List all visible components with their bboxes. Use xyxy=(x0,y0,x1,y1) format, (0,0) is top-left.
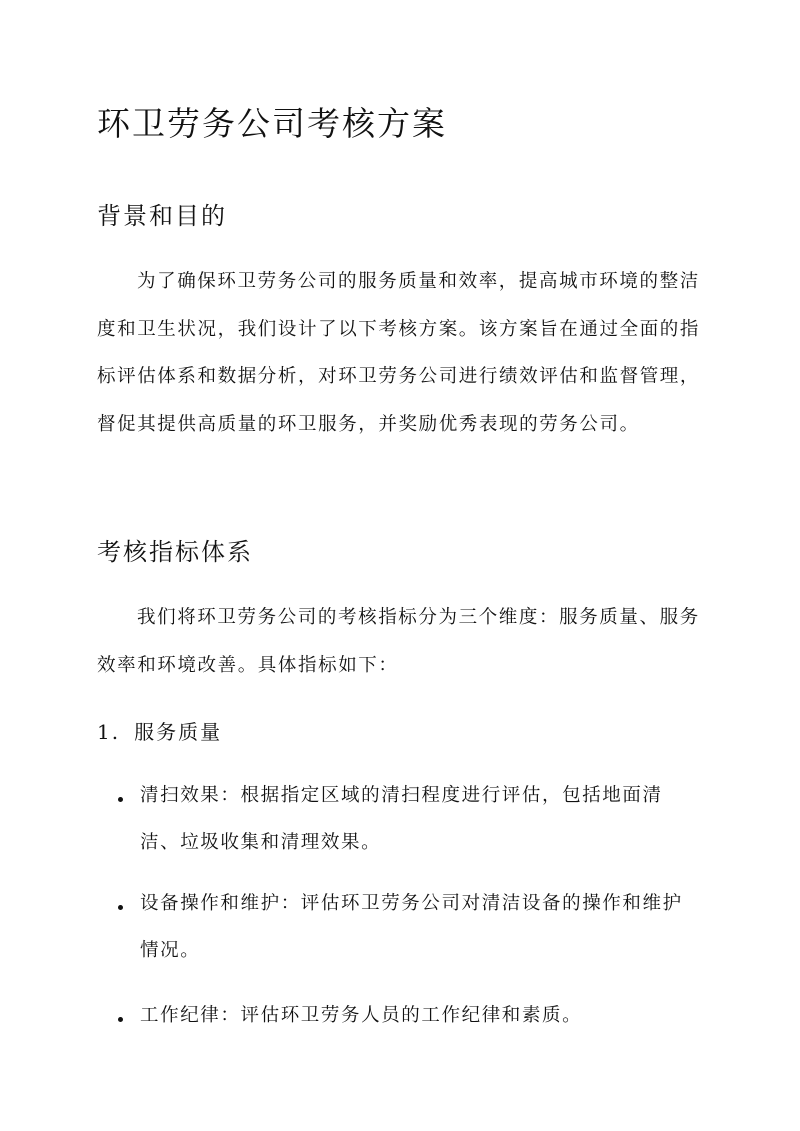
bullet-icon xyxy=(118,1017,123,1022)
list-item: 清扫效果：根据指定区域的清扫程度进行评估，包括地面清洁、垃圾收集和清理效果。 xyxy=(140,785,663,853)
subsection-heading xyxy=(97,716,222,745)
section-heading-background: 背景和目的 xyxy=(97,202,227,230)
section-paragraph-indicators: 我们将环卫劳务公司的考核指标分为三个维度：服务质量、服务效率和环境改善。具体指标如下： xyxy=(97,607,700,676)
section-paragraph-background: 为了确保环卫劳务公司的服务质量和效率，提高城市环境的整洁度和卫生状况，我们设计了以下考核方案。该方案旨在通过全面的指标评估体系和数据分析，对环卫劳务公司进行绩效评估和监督管理，督促其提供高质量的环卫服务，并奖励优秀表现的劳务公司。 xyxy=(97,271,701,435)
list-item: 设备操作和维护：评估环卫劳务公司对清洁设备的操作和维护情况。 xyxy=(140,893,683,961)
bullet-icon xyxy=(118,797,123,802)
subsection-number: 1. xyxy=(97,720,121,744)
list-item: 工作纪律：评估环卫劳务人员的工作纪律和素质。 xyxy=(140,1005,583,1026)
subsection-title: 服务质量 xyxy=(134,720,223,744)
bullet-icon xyxy=(118,905,123,910)
document-title: 环卫劳务公司考核方案 xyxy=(97,104,447,143)
section-heading-indicators: 考核指标体系 xyxy=(97,538,253,566)
